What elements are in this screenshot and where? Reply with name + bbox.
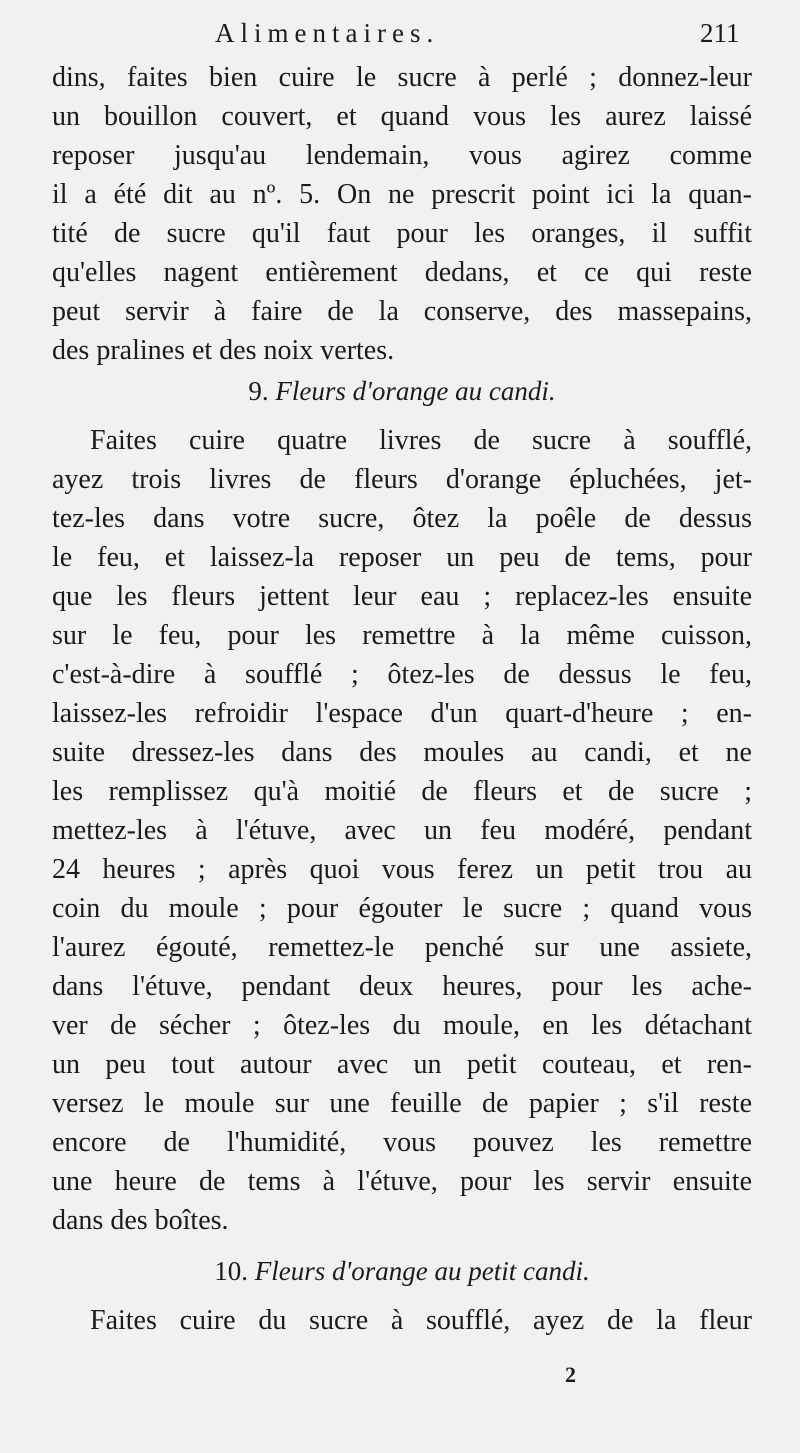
- text-line: l'aurez égouté, remettez-le penché sur une assiete,: [52, 932, 752, 963]
- text-line: 24 heures ; après quoi vous ferez un petit trou au: [52, 854, 752, 885]
- text-line: une heure de tems à l'étuve, pour les servir ensuite: [52, 1166, 752, 1197]
- section-title: Fleurs d'orange au petit candi.: [254, 1256, 590, 1286]
- text-line: Faites cuire du sucre à soufflé, ayez de la fleur: [90, 1305, 752, 1336]
- section-heading-10: [52, 1252, 752, 1291]
- text-line: qu'elles nagent entièrement dedans, et ce qui reste: [52, 257, 752, 288]
- text-line: ver de sécher ; ôtez-les du moule, en les détachant: [52, 1010, 752, 1041]
- text-line: ayez trois livres de fleurs d'orange épluchées, jet-: [52, 464, 752, 495]
- page-header: [0, 18, 800, 58]
- text-line: c'est-à-dire à soufflé ; ôtez-les de dessus le feu,: [52, 659, 752, 690]
- text-line: peut servir à faire de la conserve, des massepains,: [52, 296, 752, 327]
- body-text: [52, 58, 752, 1340]
- text-line: reposer jusqu'au lendemain, vous agirez comme: [52, 140, 752, 171]
- section-number: 10.: [214, 1256, 248, 1286]
- section-title: Fleurs d'orange au candi.: [275, 376, 556, 406]
- text-line: des pralines et des noix vertes.: [52, 335, 395, 366]
- section-number: 9.: [248, 376, 269, 406]
- text-line: un peu tout autour avec un petit couteau, et ren-: [52, 1049, 752, 1080]
- running-head: Alimentaires.: [215, 18, 440, 48]
- text-line: un bouillon couvert, et quand vous les aurez laissé: [52, 101, 752, 132]
- text-line: sur le feu, pour les remettre à la même cuisson,: [52, 620, 752, 651]
- text-line: dans des boîtes.: [52, 1205, 229, 1236]
- paragraph-section-10: [52, 1301, 752, 1340]
- text-line: tez-les dans votre sucre, ôtez la poêle de dessus: [52, 503, 752, 534]
- text-line: dans l'étuve, pendant deux heures, pour les ache-: [52, 971, 752, 1002]
- text-line: versez le moule sur une feuille de papier ; s'il reste: [52, 1088, 752, 1119]
- text-line: les remplissez qu'à moitié de fleurs et de sucre ;: [52, 776, 752, 807]
- text-line: mettez-les à l'étuve, avec un feu modéré, pendant: [52, 815, 752, 846]
- text-line: suite dressez-les dans des moules au candi, et ne: [52, 737, 752, 768]
- signature-mark: 2: [565, 1362, 576, 1387]
- section-heading-9: [52, 372, 752, 411]
- text-line: laissez-les refroidir l'espace d'un quart-d'heure ; en-: [52, 698, 752, 729]
- page-number: 211: [700, 18, 740, 48]
- text-line: dins, faites bien cuire le sucre à perlé ; donnez-leur: [52, 62, 752, 93]
- text-line: Faites cuire quatre livres de sucre à soufflé,: [90, 425, 752, 456]
- text-line: coin du moule ; pour égouter le sucre ; quand vous: [52, 893, 752, 924]
- text-line: tité de sucre qu'il faut pour les oranges, il suffit: [52, 218, 752, 249]
- text-line: encore de l'humidité, vous pouvez les remettre: [52, 1127, 752, 1158]
- text-line: il a été dit au nº. 5. On ne prescrit point ici la quan-: [52, 179, 752, 210]
- text-line: le feu, et laissez-la reposer un peu de tems, pour: [52, 542, 752, 573]
- text-line: que les fleurs jettent leur eau ; replacez-les ensuite: [52, 581, 752, 612]
- paragraph-section-9: [52, 421, 752, 1240]
- paragraph-continued: [52, 58, 752, 370]
